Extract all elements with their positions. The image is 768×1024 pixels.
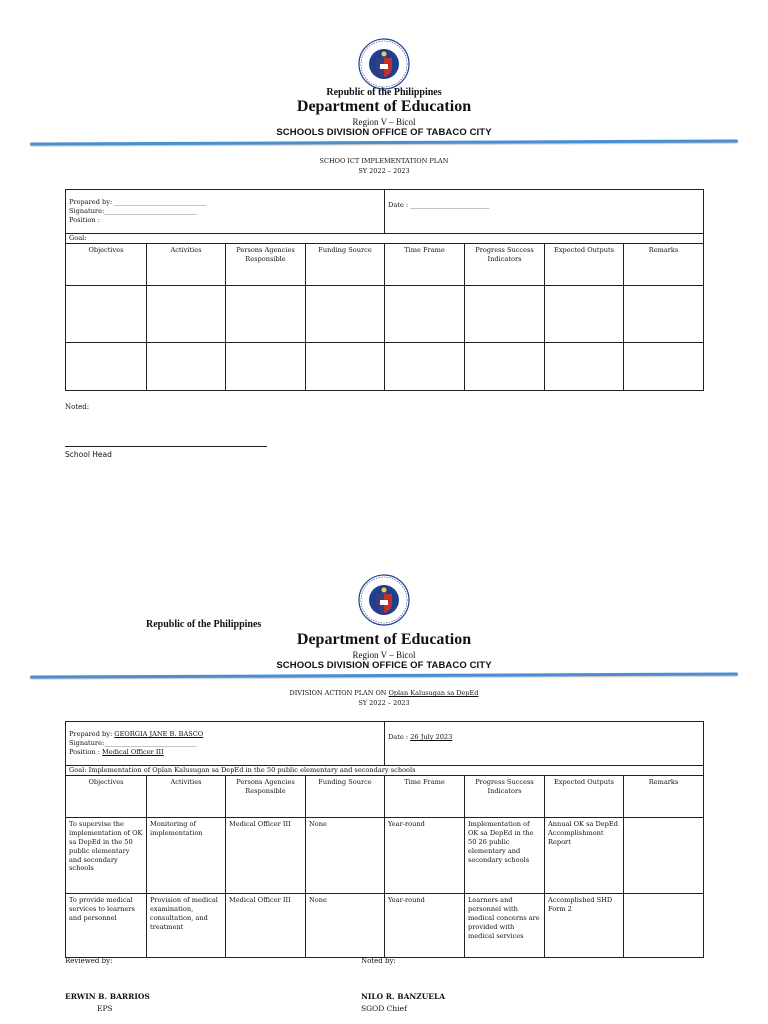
indicator-cell: Implementation of OK sa DepEd in the 50 26 public elementary and secondary schools xyxy=(465,818,545,894)
reviewed-by-label: Reviewed by: xyxy=(65,957,113,965)
signature-field: Signature:____________________________ xyxy=(69,739,197,748)
prepared-by-label: Prepared by: xyxy=(69,730,113,739)
table-cell xyxy=(624,286,704,343)
date-value: 26 July 2023 xyxy=(410,733,453,741)
col-expected-outputs: Expected Outputs xyxy=(545,244,624,286)
noter-name: NILO R. BANZUELA xyxy=(361,992,446,1001)
noted-label: Noted: xyxy=(65,403,90,411)
col-objectives: Objectives xyxy=(66,776,147,818)
funding-cell: None xyxy=(306,894,385,958)
indicator-cell: Learners and personnel with medical concerns are provided with medical services xyxy=(465,894,545,958)
signature-line xyxy=(65,446,267,447)
preparer-block xyxy=(66,722,385,766)
col-funding-source: Funding Source xyxy=(306,776,385,818)
col-activities: Activities xyxy=(147,776,226,818)
division-office-label: SCHOOLS DIVISION OFFICE OF TABACO CITY xyxy=(276,660,492,671)
reviewer-name: ERWIN B. BARRIOS xyxy=(65,992,150,1001)
table-cell xyxy=(306,343,385,391)
responsible-cell: Medical Officer III xyxy=(226,894,306,958)
school-head-label: School Head xyxy=(65,450,112,459)
column-header-row xyxy=(66,244,704,286)
date-field xyxy=(385,722,704,766)
table-cell xyxy=(465,343,545,391)
plan-title xyxy=(0,689,768,697)
signature-field: Signature:____________________________ xyxy=(69,207,197,216)
table-cell xyxy=(66,343,147,391)
noted-by-label: Noted by: xyxy=(361,957,396,965)
goal-row xyxy=(66,766,704,776)
preparer-block xyxy=(66,190,385,234)
col-funding-source: Funding Source xyxy=(306,244,385,286)
activity-cell: Provision of medical examination, consultation, and treatment xyxy=(147,894,226,958)
action-plan-table xyxy=(65,721,704,958)
republic-label: Republic of the Philippines xyxy=(326,87,442,98)
col-persons-responsible: Persons Agencies Responsible xyxy=(226,776,306,818)
prepared-by-field xyxy=(69,730,381,739)
table-row xyxy=(66,818,704,894)
output-cell: Annual OK sa DepEd Accomplishment Report xyxy=(545,818,624,894)
col-remarks: Remarks xyxy=(624,776,704,818)
position-value: Medical Officer III xyxy=(102,747,164,756)
table-row xyxy=(66,286,704,343)
goal-field: Goal: xyxy=(66,234,704,244)
plan-title-prefix: DIVISION ACTION PLAN ON xyxy=(289,689,387,697)
reviewer-title: EPS xyxy=(97,1004,113,1013)
table-cell xyxy=(147,343,226,391)
prepared-by-value: GEORGIA JANE B. BASCO xyxy=(114,730,204,739)
position-field: Position : xyxy=(69,215,100,224)
preparer-row xyxy=(66,190,704,234)
region-label: Region V – Bicol xyxy=(352,650,416,660)
preparer-row xyxy=(66,722,704,766)
table-cell xyxy=(147,286,226,343)
table-cell xyxy=(545,286,624,343)
department-title: Department of Education xyxy=(296,98,472,115)
deped-seal-icon xyxy=(358,38,410,90)
date-label: Date : xyxy=(388,733,409,741)
column-header-row xyxy=(66,776,704,818)
plan-title: SCHOO ICT IMPLEMENTATION PLAN xyxy=(319,157,449,165)
table-cell xyxy=(385,286,465,343)
table-cell xyxy=(385,343,465,391)
table-cell xyxy=(624,343,704,391)
deped-seal-icon xyxy=(358,574,410,626)
output-cell: Accomplished SHD Form 2 xyxy=(545,894,624,958)
division-office-label: SCHOOLS DIVISION OFFICE OF TABACO CITY xyxy=(276,127,492,138)
col-activities: Activities xyxy=(147,244,226,286)
table-cell xyxy=(465,286,545,343)
department-title: Department of Education xyxy=(296,631,472,648)
goal-field: Goal: Implementation of Oplan Kalusugan sa DepEd in the 50 public elementary and secondary schools xyxy=(66,766,704,776)
table-cell xyxy=(226,286,306,343)
col-time-frame: Time Frame xyxy=(385,244,465,286)
col-expected-outputs: Expected Outputs xyxy=(545,776,624,818)
table-cell xyxy=(306,286,385,343)
col-time-frame: Time Frame xyxy=(385,776,465,818)
table-cell xyxy=(66,286,147,343)
table-cell xyxy=(226,343,306,391)
time-frame-cell: Year-round xyxy=(385,894,465,958)
responsible-cell: Medical Officer III xyxy=(226,818,306,894)
table-row xyxy=(66,894,704,958)
noter-title: SGOD Chief xyxy=(361,1004,407,1013)
region-label: Region V – Bicol xyxy=(352,117,416,127)
plan-title-topic: Oplan Kalusugan sa DepEd xyxy=(388,689,479,697)
col-remarks: Remarks xyxy=(624,244,704,286)
col-success-indicators: Progress Success Indicators xyxy=(465,244,545,286)
table-row xyxy=(66,343,704,391)
objective-cell: To supervise the implementation of OK sa DepEd in the 50 public elementary and secondary schools xyxy=(66,818,147,894)
col-persons-responsible: Persons Agencies Responsible xyxy=(226,244,306,286)
republic-label: Republic of the Philippines xyxy=(146,619,262,630)
objective-cell: To provide medical services to learners and personnel xyxy=(66,894,147,958)
goal-row xyxy=(66,234,704,244)
school-year: SY 2022 – 2023 xyxy=(358,167,410,175)
time-frame-cell: Year-round xyxy=(385,818,465,894)
col-objectives: Objectives xyxy=(66,244,147,286)
school-year: SY 2022 – 2023 xyxy=(358,699,410,707)
remarks-cell xyxy=(624,818,704,894)
position-field xyxy=(69,748,381,757)
col-success-indicators: Progress Success Indicators xyxy=(465,776,545,818)
header-divider xyxy=(30,672,738,678)
table-cell xyxy=(545,343,624,391)
funding-cell: None xyxy=(306,818,385,894)
ict-plan-table xyxy=(65,189,704,391)
activity-cell: Monitoring of implementation xyxy=(147,818,226,894)
date-field: Date : ________________________ xyxy=(385,190,704,234)
header-divider xyxy=(30,139,738,145)
remarks-cell xyxy=(624,894,704,958)
position-label: Position : xyxy=(69,747,100,756)
prepared-by-field: Prepared by: ____________________________ xyxy=(69,198,207,207)
